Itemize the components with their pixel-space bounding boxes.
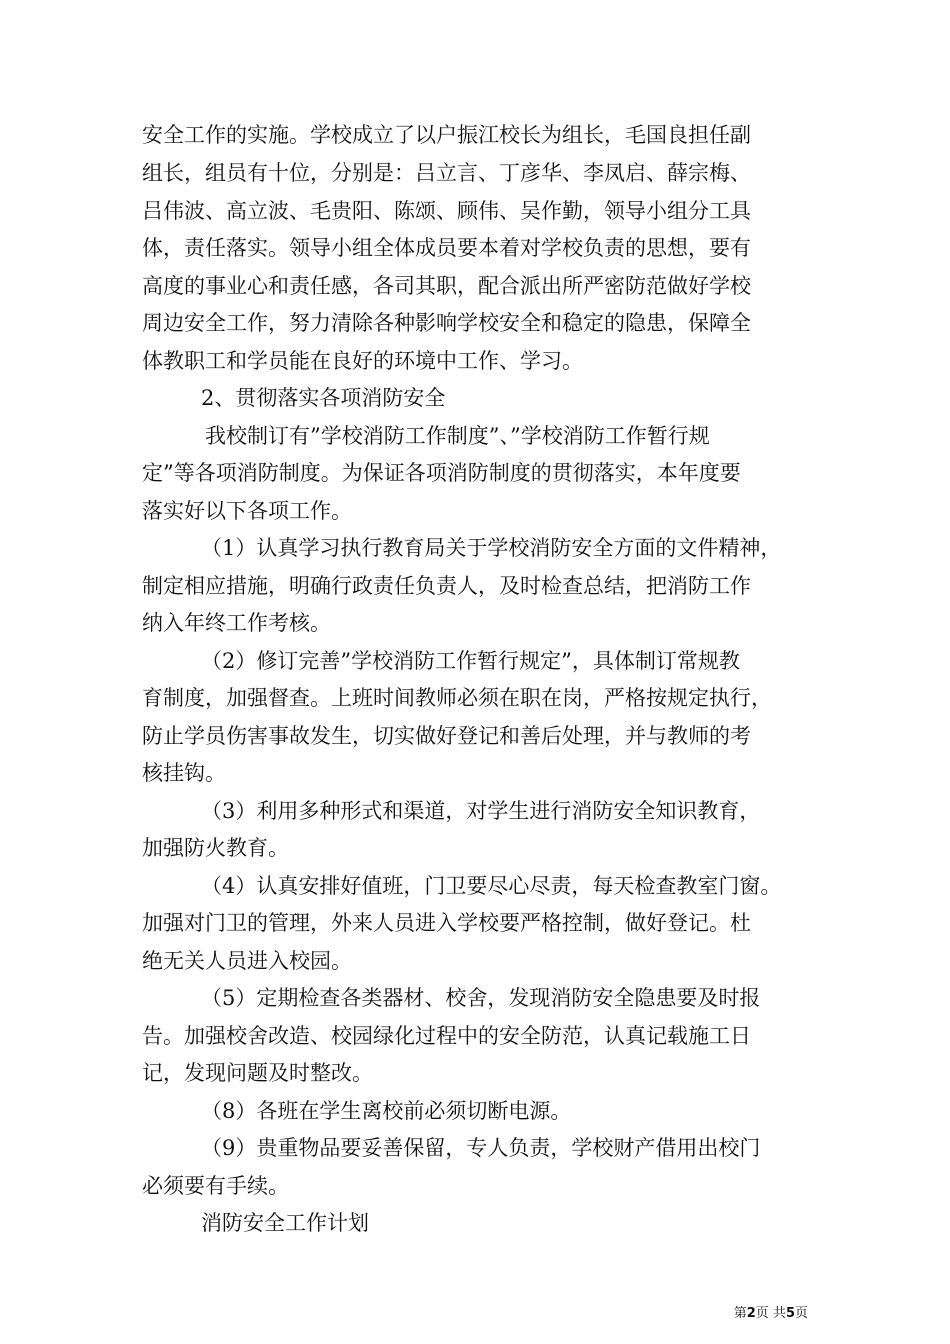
paragraph-line: 绝无关人员进入校园。 [142, 949, 352, 973]
footer-prefix: 第 [733, 1306, 747, 1321]
current-page-number: 2 [746, 1306, 756, 1321]
paragraph-line: 记，发现问题及时整改。 [142, 1061, 373, 1085]
list-item-line: （1）认真学习执行教育局关于学校消防安全方面的文件精神， [201, 536, 782, 560]
page-footer [734, 1306, 808, 1322]
paragraph-line: 育制度，加强督查。上班时间教师必须在职在岗，严格按规定执行， [142, 686, 772, 710]
paragraph-line: 我校制订有”学校消防工作制度”、”学校消防工作暂行规 [205, 424, 710, 448]
list-item-line: （9）贵重物品要妥善保留，专人负责，学校财产借用出校门 [201, 1136, 761, 1160]
total-page-number: 5 [785, 1306, 795, 1321]
list-item-line: （2）修订完善”学校消防工作暂行规定”，具体制订常规教 [201, 649, 740, 673]
paragraph-line: 纳入年终工作考核。 [142, 611, 331, 635]
paragraph-line: 落实好以下各项工作。 [142, 499, 352, 523]
footer-middle: 页 共 [755, 1306, 786, 1321]
paragraph-line: 安全工作的实施。学校成立了以户振江校长为组长，毛国良担任副 [142, 123, 751, 147]
paragraph-line: 组长，组员有十位，分别是：吕立言、丁彦华、李凤启、薛宗梅、 [142, 161, 751, 185]
list-item-line: （5）定期检查各类器材、校舍，发现消防安全隐患要及时报 [201, 986, 761, 1010]
paragraph-line: 必须要有手续。 [142, 1174, 289, 1198]
paragraph-line: 告。加强校舍改造、校园绿化过程中的安全防范，认真记载施工日 [142, 1024, 751, 1048]
paragraph-line: 防止学员伤害事故发生，切实做好登记和善后处理，并与教师的考 [142, 724, 751, 748]
paragraph-line: 定”等各项消防制度。为保证各项消防制度的贯彻落实，本年度要 [142, 461, 741, 485]
footer-suffix: 页 [794, 1306, 808, 1321]
paragraph-line: 加强对门卫的管理，外来人员进入学校要严格控制，做好登记。杜 [142, 911, 751, 935]
paragraph-line: 体，责任落实。领导小组全体成员要本着对学校负责的思想，要有 [142, 236, 751, 260]
paragraph-line: 吕伟波、高立波、毛贵阳、陈颂、顾伟、吴作勤，领导小组分工具 [142, 199, 751, 223]
list-item-line: （3）利用多种形式和渠道，对学生进行消防安全知识教育， [201, 799, 761, 823]
list-item-line: （4）认真安排好值班，门卫要尽心尽责，每天检查教室门窗。 [201, 874, 782, 898]
paragraph-line: 核挂钩。 [142, 761, 226, 785]
paragraph-line: 高度的事业心和责任感，各司其职，配合派出所严密防范做好学校 [142, 274, 751, 298]
paragraph-line: 周边安全工作，努力清除各种影响学校安全和稳定的隐患，保障全 [142, 311, 751, 335]
paragraph-line: 体教职工和学员能在良好的环境中工作、学习。 [142, 349, 583, 373]
list-item-line: （8）各班在学生离校前必须切断电源。 [201, 1099, 572, 1123]
closing-title: 消防安全工作计划 [201, 1211, 369, 1235]
paragraph-line: 加强防火教育。 [142, 836, 289, 860]
paragraph-line: 制定相应措施，明确行政责任负责人，及时检查总结，把消防工作 [142, 574, 751, 598]
section-heading: 2、贯彻落实各项消防安全 [201, 386, 446, 410]
